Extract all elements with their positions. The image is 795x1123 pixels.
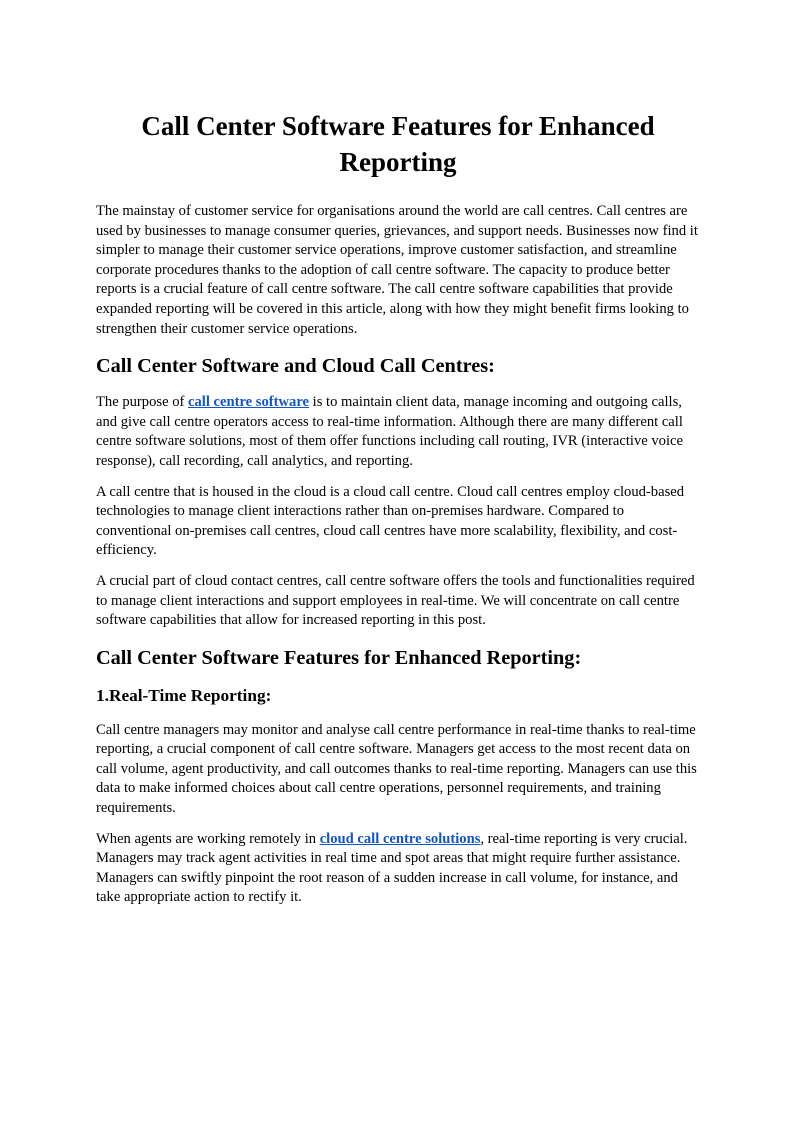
paragraph-real-time-reporting: Call centre managers may monitor and analyse call centre performance in real-time thanks to real-time reporting, a crucial component of call centre software. Managers get access to the most recent data on call volume, agent productivity, and call outcomes thanks to real-time reporting. Managers can use this data to make informed choices about call centre operations, personnel requirements, and training requirements. bbox=[96, 721, 697, 817]
paragraph-purpose bbox=[96, 393, 700, 471]
paragraph-remote-agents-rest: , real-time reporting is very crucial. Managers may track agent activities in real time and spot areas that might require further assistance. Managers can swiftly pinpoint the root reason of a sudden increase in call volume, for instance, and take appropriate action to rectify it. bbox=[96, 830, 688, 906]
paragraph-remote-agents-lead: When agents are working remotely in bbox=[96, 830, 320, 847]
paragraph-cloud-call-centre: A call centre that is housed in the cloud is a cloud call centre. Cloud call centres employ cloud-based technologies to manage client interactions rather than on-premises hardware. Compared to conventional on-premises call centres, cloud call centres have more scalability, flexibility, and cost-efficiency. bbox=[96, 483, 685, 559]
intro-paragraph: The mainstay of customer service for organisations around the world are call centres. Call centres are used by businesses to manage consumer queries, grievances, and support needs. Businesses now find it simpler to manage their customer service operations, improve customer satisfaction, and streamline corporate procedures thanks to the adoption of call centre software. The capacity to produce better reports is a crucial feature of call centre software. The call centre software capabilities that provide expanded reporting will be covered in this article, along with how they might benefit firms looking to strengthen their customer service operations. bbox=[96, 203, 698, 337]
call-centre-software-link[interactable]: call centre software bbox=[188, 394, 310, 411]
section-heading-enhanced-reporting: Call Center Software Features for Enhanced Reporting: bbox=[96, 646, 582, 669]
paragraph-purpose-lead: The purpose of bbox=[96, 394, 188, 411]
cloud-call-centre-solutions-link[interactable]: cloud call centre solutions bbox=[319, 830, 481, 847]
document-title: Call Center Software Features for Enhanced Reporting bbox=[141, 111, 655, 177]
section-heading-call-center-software: Call Center Software and Cloud Call Centres: bbox=[96, 355, 495, 378]
paragraph-remote-agents bbox=[96, 830, 700, 908]
paragraph-purpose-rest: is to maintain client data, manage incoming and outgoing calls, and give call centre operators access to real-time information. Although there are many different call centre software solutions, most of them offer functions including call routing, IVR (interactive voice response), call recording, call analytics, and reporting. bbox=[96, 394, 683, 469]
paragraph-crucial-part: A crucial part of cloud contact centres, call centre software offers the tools and functionalities required to manage client interactions and support employees in real-time. We will concentrate on call centre software capabilities that allow for increased reporting in this post. bbox=[96, 572, 695, 629]
document-page bbox=[96, 108, 700, 919]
subsection-heading-real-time-reporting: 1.Real-Time Reporting: bbox=[96, 685, 272, 705]
